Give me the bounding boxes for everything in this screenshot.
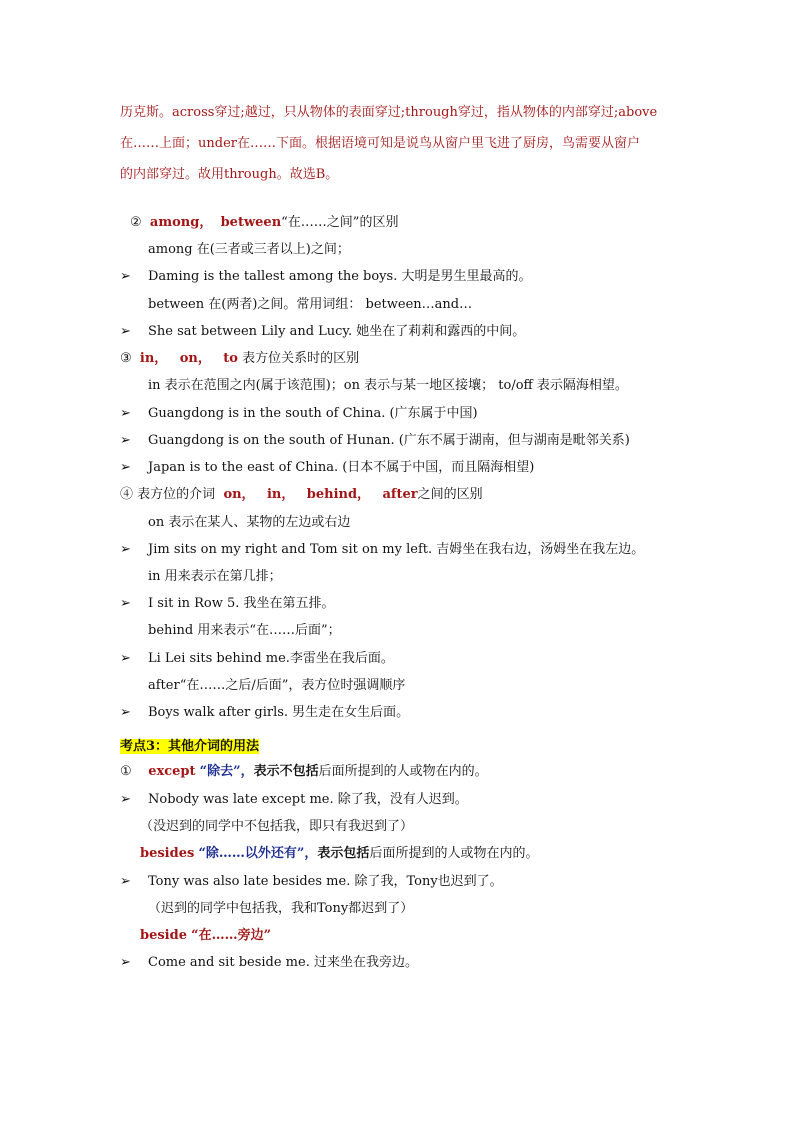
example-except: Nobody was late except me. 除了我，没有人迟到。 (148, 792, 468, 807)
besides-definition (140, 845, 538, 863)
intro-line-2: 在……上面；under在……下面。根据语境可知是说鸟从窗户里飞进了厨房，鸟需要从窗户 (120, 136, 640, 151)
arrowhead-bullet-icon: ➢ (120, 596, 131, 611)
arrowhead-bullet-icon: ➢ (120, 460, 131, 475)
example-on-side: Jim sits on my right and Tom sit on my left. 吉姆坐在我右边，汤姆坐在我左边。 (148, 542, 645, 557)
keyword-besides: besides (140, 846, 195, 861)
keyword-in: in， (266, 487, 295, 502)
keyword-behind: behind， (306, 487, 371, 502)
beside-definition (140, 927, 271, 945)
keyword-beside: beside (140, 928, 187, 943)
section-number: ① (120, 764, 132, 779)
definition-in-on-to: in 表示在范围之内(属于该范围)；on 表示与某一地区接壤； to/off 表示隔海相望。 (148, 378, 628, 393)
keyword-between: between (220, 215, 282, 230)
keyword-among: among， (149, 215, 213, 230)
keyword-in: in， (139, 351, 168, 366)
example-on: Guangdong is on the south of Hunan. (广东不属于湖南，但与湖南是毗邻关系) (148, 433, 630, 448)
arrowhead-bullet-icon: ➢ (120, 651, 131, 666)
definition-between: between 在(两者)之间。常用词组： between…and… (148, 297, 473, 312)
except-meaning: “除去”， (199, 764, 254, 779)
example-in: Guangdong is in the south of China. (广东属于中国) (148, 406, 478, 421)
definition-behind: behind 用来表示“在……后面”； (148, 623, 341, 638)
besides-meaning: “除……以外还有”， (198, 846, 318, 861)
except-definition (120, 763, 488, 781)
arrowhead-bullet-icon: ➢ (120, 955, 131, 970)
definition-in-row: in 用来表示在第几排； (148, 569, 282, 584)
intro-line-3: 的内部穿过。故用through。故选B。 (120, 167, 339, 182)
example-in-row: I sit in Row 5. 我坐在第五排。 (148, 596, 335, 611)
arrowhead-bullet-icon: ➢ (120, 792, 131, 807)
except-middle: 表示不包括 (253, 764, 319, 779)
arrowhead-bullet-icon: ➢ (120, 406, 131, 421)
beside-meaning: “在……旁边” (191, 928, 272, 943)
except-rest: 后面所提到的人或物在内的。 (318, 764, 488, 779)
keyword-after: after (382, 487, 418, 502)
keyword-on: on， (223, 487, 255, 502)
section-number: ③ (120, 351, 132, 366)
topic-3-title (120, 738, 259, 756)
besides-rest: 后面所提到的人或物在内的。 (369, 846, 539, 861)
keyword-to: to (223, 351, 238, 366)
heading-rest: “在……之间”的区别 (281, 215, 399, 230)
arrowhead-bullet-icon: ➢ (120, 874, 131, 889)
highlighted-title: 考点3：其他介词的用法 (120, 739, 260, 754)
keyword-on: on， (179, 351, 211, 366)
besides-middle: 表示包括 (317, 846, 370, 861)
section-number: ② (130, 215, 142, 230)
example-besides: Tony was also late besides me. 除了我，Tony也迟到了。 (148, 874, 503, 889)
example-after: Boys walk after girls. 男生走在女生后面。 (148, 705, 410, 720)
intro-line-1: 历克斯。across穿过;越过，只从物体的表面穿过;through穿过，指从物体的内部穿过;above (120, 105, 658, 120)
definition-on: on 表示在某人、某物的左边或右边 (148, 515, 351, 530)
heading-rest: 之间的区别 (417, 487, 483, 502)
arrowhead-bullet-icon: ➢ (120, 269, 131, 284)
section-3-heading (120, 350, 359, 368)
keyword-except: except (148, 764, 196, 779)
arrowhead-bullet-icon: ➢ (120, 705, 131, 720)
heading-lead: 表方位的介词 (137, 487, 216, 502)
definition-among: among 在(三者或三者以上)之间； (148, 242, 350, 257)
arrowhead-bullet-icon: ➢ (120, 324, 131, 339)
arrowhead-bullet-icon: ➢ (120, 433, 131, 448)
heading-rest: 表方位关系时的区别 (242, 351, 360, 366)
section-2-heading (130, 214, 398, 232)
section-number: ④ (120, 487, 134, 502)
example-behind: Li Lei sits behind me.李雷坐在我后面。 (148, 651, 394, 666)
note-besides: （迟到的同学中包括我，我和Tony都迟到了） (148, 901, 414, 916)
example-to: Japan is to the east of China. (日本不属于中国，而且隔海相望) (148, 460, 535, 475)
example-among: Daming is the tallest among the boys. 大明是男生里最高的。 (148, 269, 532, 284)
section-4-heading (120, 486, 483, 504)
example-beside: Come and sit beside me. 过来坐在我旁边。 (148, 955, 418, 970)
definition-after: after“在……之后/后面”，表方位时强调顺序 (148, 678, 406, 693)
arrowhead-bullet-icon: ➢ (120, 542, 131, 557)
note-except: （没迟到的同学中不包括我，即只有我迟到了） (140, 819, 414, 834)
example-between: She sat between Lily and Lucy. 她坐在了莉莉和露西的中间。 (148, 324, 526, 339)
